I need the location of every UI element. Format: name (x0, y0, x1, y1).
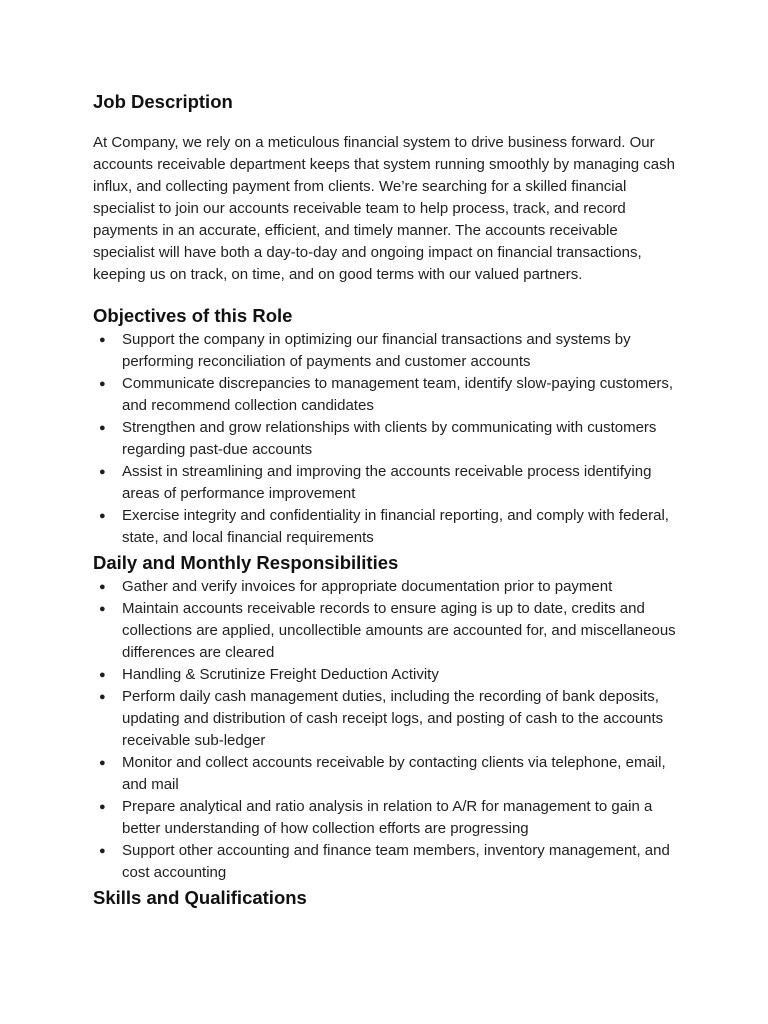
bullet-icon: ● (99, 422, 106, 434)
objective-item (93, 329, 683, 373)
bullet-icon: ● (99, 510, 106, 522)
objective-text: Strengthen and grow relationships with clients by communicating with customers regarding past-due accounts (122, 419, 657, 458)
responsibility-text: Prepare analytical and ratio analysis in relation to A/R for management to gain a better understanding of how collection efforts are progressing (122, 798, 653, 837)
responsibility-text: Handling & Scrutinize Freight Deduction Activity (122, 666, 439, 683)
responsibility-text: Gather and verify invoices for appropriate documentation prior to payment (122, 578, 613, 595)
bullet-icon: ● (99, 757, 106, 769)
bullet-icon: ● (99, 334, 106, 346)
responsibilities-list (93, 576, 683, 884)
responsibility-item (93, 664, 683, 686)
responsibility-item (93, 752, 683, 796)
objective-text: Exercise integrity and confidentiality in financial reporting, and comply with federal, state, and local financial requirements (122, 507, 669, 546)
objective-text: Assist in streamlining and improving the accounts receivable process identifying areas of performance improvement (122, 463, 652, 502)
objective-item (93, 417, 683, 461)
responsibility-item (93, 796, 683, 840)
responsibility-text: Monitor and collect accounts receivable by contacting clients via telephone, email, and mail (122, 754, 666, 793)
objective-text: Support the company in optimizing our financial transactions and systems by performing reconciliation of payments and customer accounts (122, 331, 631, 370)
skills-heading: Skills and Qualifications (93, 887, 307, 908)
responsibility-item (93, 686, 683, 752)
bullet-icon: ● (99, 466, 106, 478)
bullet-icon: ● (99, 801, 106, 813)
objective-item (93, 505, 683, 549)
responsibility-text: Perform daily cash management duties, including the recording of bank deposits, updating and distribution of cash receipt logs, and posting of cash to the accounts receivable sub-ledger (122, 688, 664, 749)
objective-item (93, 373, 683, 417)
responsibilities-heading: Daily and Monthly Responsibilities (93, 552, 399, 573)
responsibility-text: Support other accounting and finance team members, inventory management, and cost accounting (122, 842, 670, 881)
intro-paragraph: At Company, we rely on a meticulous financial system to drive business forward. Our accounts receivable department keeps that system running smoothly by managing cash influx, and collecting payment from clients. We’re searching for a skilled financial specialist to join our accounts receivable team to help process, track, and record payments in an accurate, efficient, and timely manner. The accounts receivable specialist will have both a day-to-day and ongoing impact on financial transactions, keeping us on track, on time, and on good terms with our valued partners. (93, 134, 675, 283)
responsibility-item (93, 576, 683, 598)
responsibility-item (93, 598, 683, 664)
page-title: Job Description (93, 91, 233, 112)
objective-item (93, 461, 683, 505)
objective-text: Communicate discrepancies to management team, identify slow-paying customers, and recommend collection candidates (122, 375, 674, 414)
responsibility-item (93, 840, 683, 884)
objectives-heading: Objectives of this Role (93, 305, 293, 326)
bullet-icon: ● (99, 581, 106, 593)
objectives-list (93, 329, 683, 549)
bullet-icon: ● (99, 603, 106, 615)
responsibility-text: Maintain accounts receivable records to ensure aging is up to date, credits and collections are applied, uncollectible amounts are accounted for, and miscellaneous differences are cleared (122, 600, 676, 661)
bullet-icon: ● (99, 845, 106, 857)
bullet-icon: ● (99, 378, 106, 390)
bullet-icon: ● (99, 669, 106, 681)
bullet-icon: ● (99, 691, 106, 703)
document-page (93, 88, 683, 911)
